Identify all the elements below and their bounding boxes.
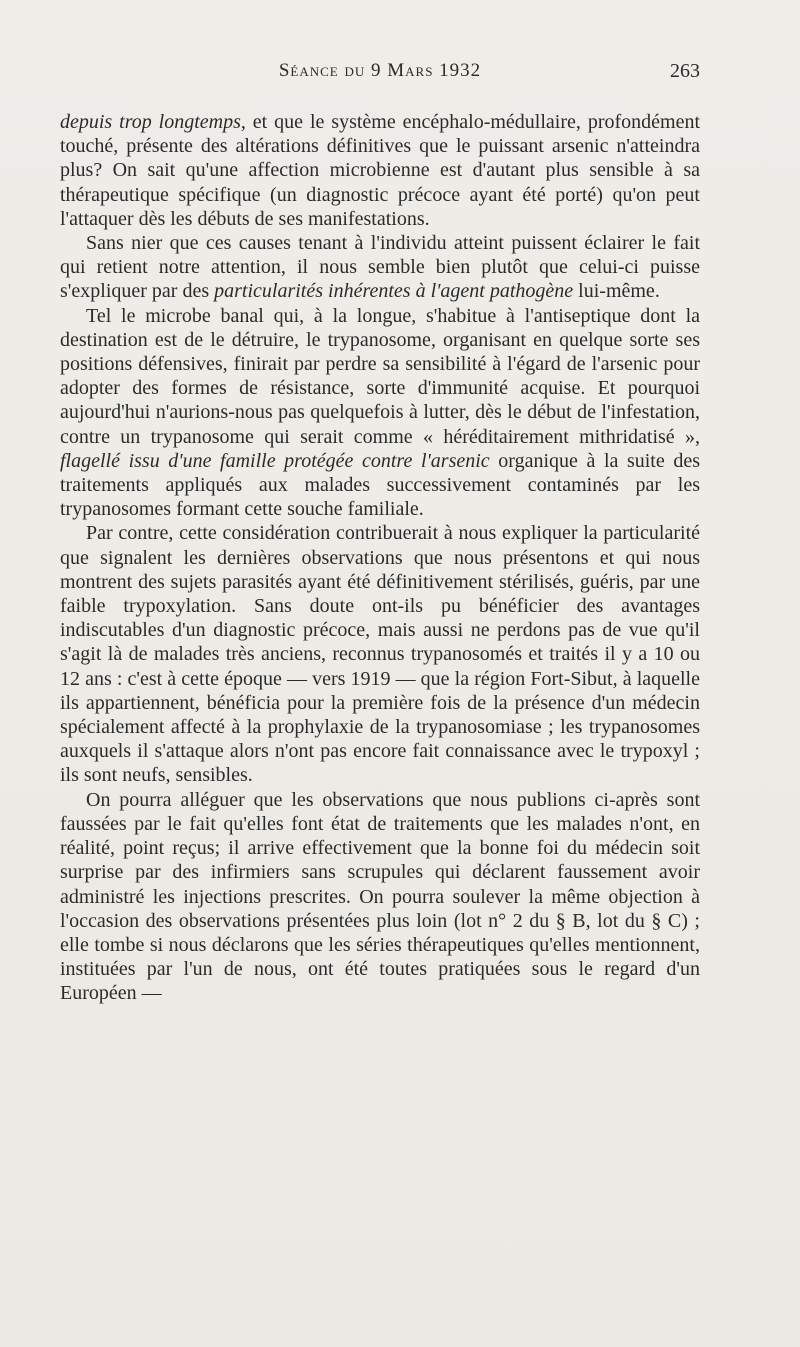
text-segment: , et que le système encéphalo-médullaire, profondément touché, présente des altérations définitives que le puissant arsenic n'atteindra plus? On sait qu'une affection microbienne est d'autant plus sensible à sa thérapeutique spécifique (un diagnostic précoce ayant été porté) qu'on peut l'attaquer dès les débuts de ses manifestations. [60, 111, 701, 230]
paragraph [60, 110, 700, 231]
text-segment: On pourra alléguer que les observations que nous publions ci-après sont faussées par le fait qu'elles font état de traitements que les malades n'ont, en réalité, point reçus; il arrive effectivement que la bonne foi du médecin soit surprise par des infirmiers sans scrupules qui déclarent faussement avoir administré les injections prescrites. On pourra soulever la même objection à l'occasion des observations présentées plus loin (lot n° 2 du § B, lot du § C) ; elle tombe si nous déclarons que les séries thérapeutiques qu'elles mentionnent, instituées par l'un de nous, ont été toutes pratiquées sous le regard d'un Européen — [60, 788, 700, 1005]
text-segment: Par contre, cette considération contribuerait à nous expliquer la particularité que signalent les dernières observations que nous présentons et qui nous montrent des sujets parasités ayant été définitivement stérilisés, guéris, par une faible trypoxylation. Sans doute ont-ils pu bénéficier des avantages indiscutables d'un diagnostic précoce, mais aussi ne perdons pas de vue qu'il s'agit là de malades très anciens, reconnus trypanosomés et traités il y a 10 ou 12 ans : c'est à cette époque — vers 1919 — que la région Fort-Sibut, à laquelle ils appartiennent, bénéficia pour la première fois de la présence d'un médecin spécialement affecté à la prophylaxie de la trypanosomiase ; les trypanosomes auxquels il s'attaque alors n'ont pas encore fait connaissance avec le trypoxyl ; ils sont neufs, sensibles. [60, 522, 700, 787]
paragraph [60, 304, 700, 522]
paragraph [60, 231, 700, 304]
text-segment: Sans nier que ces causes tenant à l'individu atteint puissent éclairer le fait qui retient notre attention, il nous semble bien plutôt que celui-ci puisse s'expliquer par des [60, 232, 700, 303]
page-header [60, 60, 700, 90]
paragraph [60, 788, 700, 1006]
page-number: 263 [670, 60, 700, 82]
running-head: Séance du 9 Mars 1932 [278, 60, 482, 81]
italic-text: depuis trop longtemps [60, 111, 241, 133]
paragraph [60, 521, 700, 787]
text-segment: lui-même. [573, 280, 660, 303]
text-segment: organique à la suite des traitements appliqués aux malades successivement contaminés par les trypanosomes formant cette souche familiale. [60, 449, 700, 521]
italic-text: particularités inhérentes à l'agent pathogène [214, 280, 574, 303]
text-segment: Tel le microbe banal qui, à la longue, s'habitue à l'antiseptique dont la destination est de le détruire, le trypanosome, organisant en quelque sorte ses positions défensives, finirait par perdre sa sensibilité à l'égard de l'arsenic pour adopter des formes de résistance, sorte d'immunité acquise. Et pourquoi aujourd'hui n'aurions-nous pas quelquefois à lutter, dès le début de l'infestation, contre un trypanosome qui serait comme « héréditairement mithridatisé », [60, 304, 700, 448]
italic-text: flagellé issu d'une famille protégée contre l'arsenic [60, 449, 490, 472]
body-text [60, 110, 700, 1006]
